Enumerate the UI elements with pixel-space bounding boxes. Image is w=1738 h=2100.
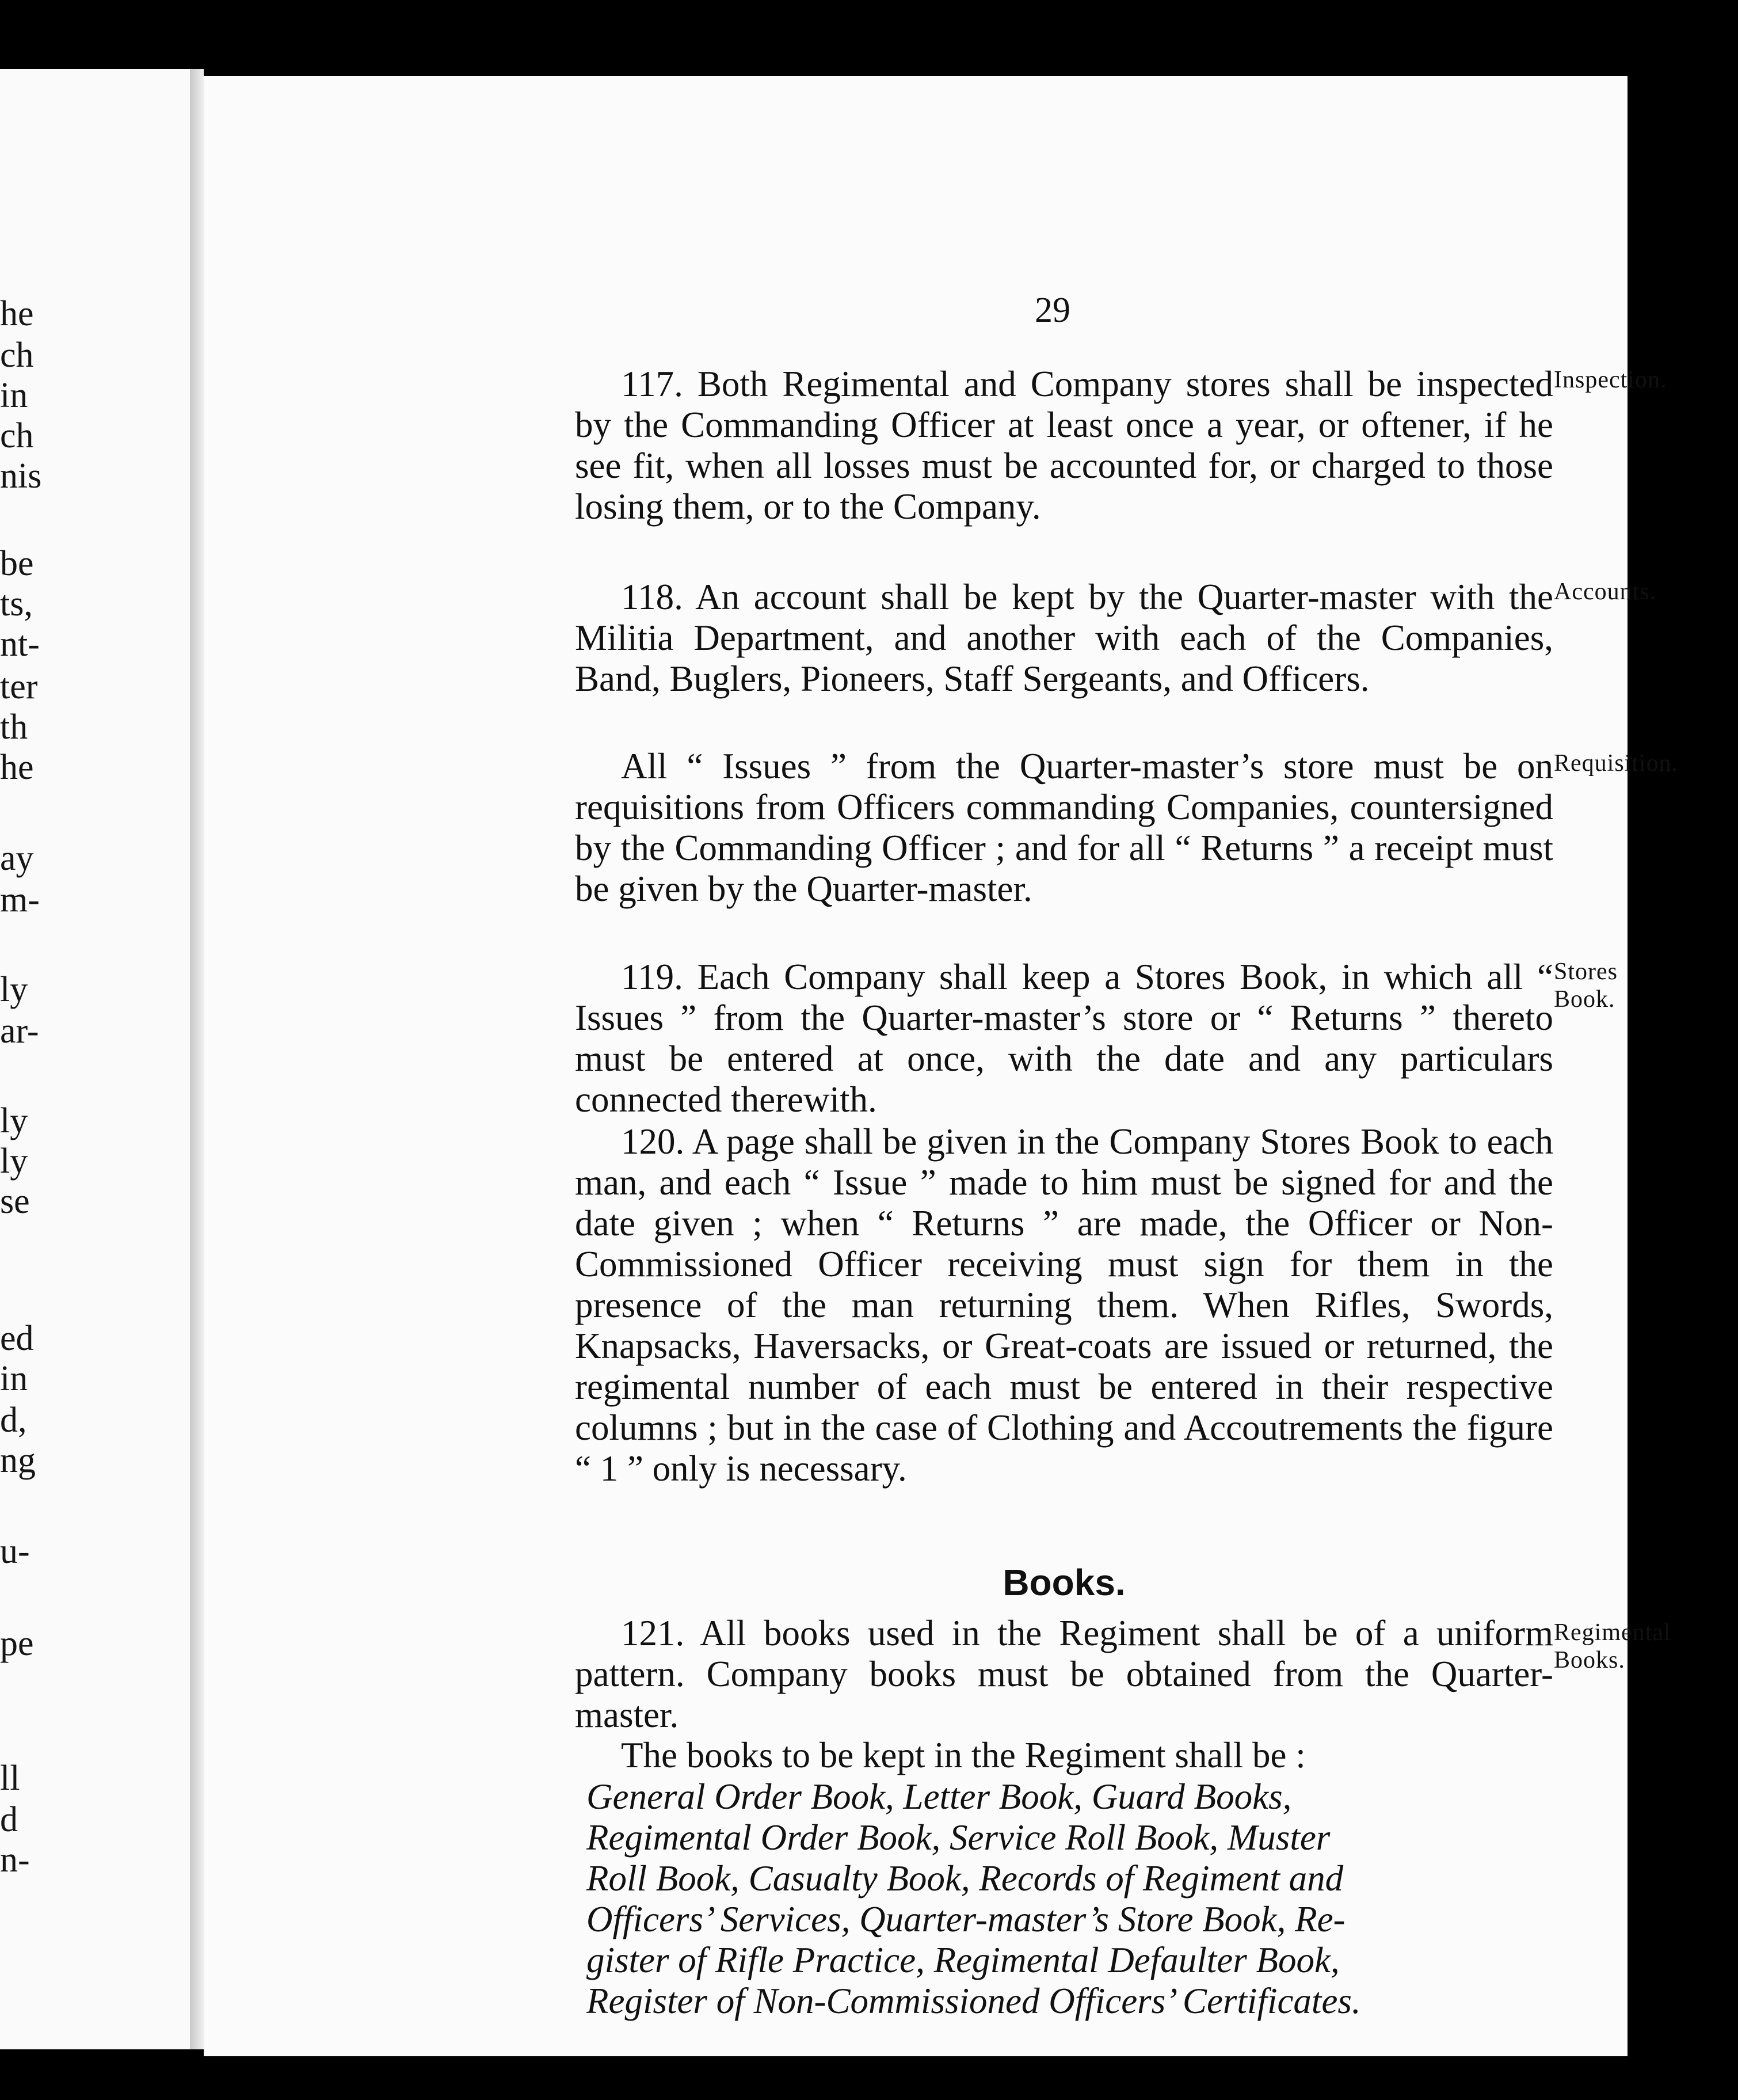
left-page-fragment: u-	[0, 1532, 30, 1571]
margin-note-accounts: Accounts.	[1554, 579, 1657, 605]
left-page-fragment: m-	[0, 880, 40, 919]
margin-note-books-line: Books.	[1554, 1647, 1625, 1673]
left-page-fragment: be	[0, 544, 34, 583]
book-list-line: gister of Rifle Practice, Regimental Defaulter Book,	[586, 1940, 1340, 1980]
left-page-fragment: ch	[0, 416, 34, 455]
left-page-fragment: ar-	[0, 1011, 39, 1051]
left-page-fragment: nt-	[0, 625, 40, 664]
margin-note-stores-book	[1554, 958, 1738, 1013]
left-page-fragment: ng	[0, 1441, 36, 1480]
book-list-line: Officers’ Services, Quarter-master’s Store Book, Re-	[586, 1899, 1346, 1939]
paragraph-118: 118. An account shall be kept by the Quarter-master with the Militia Department, and another with each of the Companies, Band, Buglers, Pioneers, Staff Sergeants, and Officers.	[575, 577, 1553, 699]
left-page-fragment: nis	[0, 456, 42, 496]
section-heading-books: Books.	[1003, 1562, 1126, 1603]
left-page-fragment: ly	[0, 1142, 28, 1181]
page-number: 29	[1035, 291, 1070, 330]
left-page-fragment: ch	[0, 336, 34, 375]
paragraph-books-intro: The books to be kept in the Regiment shall be :	[621, 1735, 1306, 1775]
left-page-fragment: ed	[0, 1319, 34, 1358]
left-page-fragment: pe	[0, 1624, 34, 1663]
margin-note-stores-line: Stores	[1554, 958, 1618, 985]
margin-note-regimental-books	[1554, 1619, 1738, 1674]
left-page-fragment: ly	[0, 1101, 28, 1140]
left-page-fragment: he	[0, 294, 34, 333]
left-page-fragment: ll	[0, 1759, 20, 1798]
paragraph-issues: All “ Issues ” from the Quarter-master’s store must be on requisitions from Officers commanding Companies, countersigned by the Commanding Officer ; and for all “ Returns ” a receipt must be given by the Quarter-master.	[575, 746, 1553, 909]
book-list-line: Register of Non-Commissioned Officers’ Certificates.	[586, 1981, 1361, 2021]
left-page-fragment: d,	[0, 1401, 27, 1440]
left-page-fragment: ay	[0, 839, 34, 878]
left-page-fragment: th	[0, 707, 28, 747]
book-list-line: Regimental Order Book, Service Roll Book, Muster	[586, 1817, 1331, 1858]
left-page-fragment: n-	[0, 1840, 30, 1880]
right-page	[204, 76, 1679, 2056]
book-list	[586, 1776, 1559, 2022]
book-list-line: General Order Book, Letter Book, Guard Books,	[586, 1776, 1292, 1817]
margin-note-regimental-line: Regimental	[1554, 1619, 1671, 1646]
book-gutter	[190, 69, 204, 2049]
left-page-fragment: ts,	[0, 584, 33, 623]
margin-note-book-line: Book.	[1554, 986, 1615, 1013]
left-page-fragment: in	[0, 376, 28, 415]
book-list-line: Roll Book, Casualty Book, Records of Regiment and	[586, 1858, 1344, 1899]
left-page-fragment: he	[0, 748, 34, 787]
margin-note-requisition: Requisition.	[1554, 750, 1679, 777]
left-page-fragment: ter	[0, 667, 38, 706]
left-page-edge	[0, 69, 190, 2049]
paragraph-119: 119. Each Company shall keep a Stores Book, in which all “ Issues ” from the Quarter-master’s store or “ Returns ” thereto must be entered at once, with the date and any particulars connected therewith.	[575, 957, 1553, 1120]
left-page-fragment: d	[0, 1800, 18, 1839]
left-page-fragment: ly	[0, 970, 28, 1009]
margin-note-inspection: Inspection.	[1554, 367, 1667, 393]
left-page-fragment: in	[0, 1359, 28, 1398]
paragraph-120: 120. A page shall be given in the Company Stores Book to each man, and each “ Issue ” made to him must be signed for and the date given ; when “ Returns ” are made, the Officer or Non-Commissioned Officer receiving must sign for them in the presence of the man returning them. When Rifles, Swords, Knapsacks, Haversacks, or Great-coats are issued or returned, the regimental number of each must be entered in their respective columns ; but in the case of Clothing and Accoutrements the figure “ 1 ” only is necessary.	[575, 1121, 1553, 1489]
paragraph-117: 117. Both Regimental and Company stores shall be inspected by the Commanding Officer at least once a year, or oftener, if he see fit, when all losses must be accounted for, or charged to those losing them, or to the Company.	[575, 364, 1553, 527]
paragraph-121: 121. All books used in the Regiment shall be of a uniform pattern. Company books must be obtained from the Quarter-master.	[575, 1613, 1553, 1735]
left-page-fragment: se	[0, 1182, 30, 1221]
